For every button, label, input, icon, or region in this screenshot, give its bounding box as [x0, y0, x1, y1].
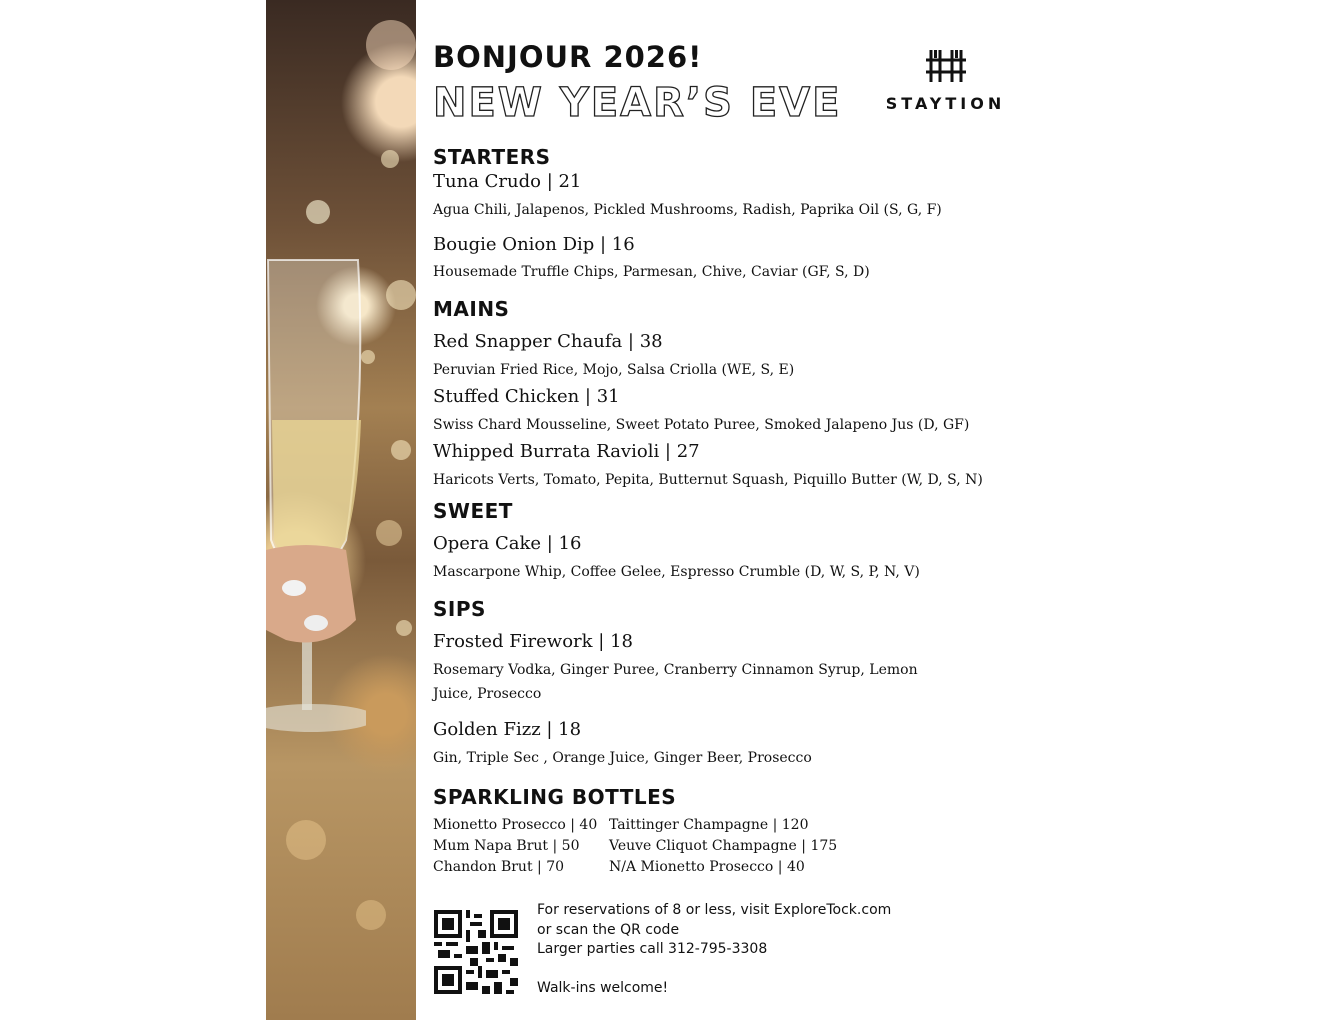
bottle-item: Mionetto Prosecco | 40: [433, 817, 598, 833]
menu-item-description: Haricots Verts, Tomato, Pepita, Butternut Squash, Piquillo Butter (W, D, S, N): [433, 472, 983, 488]
menu-item-description: Gin, Triple Sec , Orange Juice, Ginger Beer, Prosecco: [433, 750, 812, 766]
champagne-photo: [266, 0, 416, 1020]
menu-item-name: Tuna Crudo | 21: [433, 171, 582, 192]
champagne-glass-icon: [266, 250, 366, 760]
walk-ins-note: Walk-ins welcome!: [537, 980, 669, 996]
menu-item-name: Stuffed Chicken | 31: [433, 386, 620, 407]
bottle-item: N/A Mionetto Prosecco | 40: [609, 859, 805, 875]
qr-code-icon[interactable]: [434, 910, 518, 994]
brand-logo: [878, 48, 1013, 113]
section-title-mains: MAINS: [433, 297, 510, 321]
section-title-sips: SIPS: [433, 597, 486, 621]
menu-item-name: Opera Cake | 16: [433, 533, 582, 554]
phone-line: Larger parties call 312-795-3308: [537, 941, 768, 957]
menu-item-description: Swiss Chard Mousseline, Sweet Potato Puree, Smoked Jalapeno Jus (D, GF): [433, 417, 970, 433]
menu-item-description: Rosemary Vodka, Ginger Puree, Cranberry Cinnamon Syrup, Lemon Juice, Prosecco: [433, 662, 918, 702]
reservation-line: For reservations of 8 or less, visit ExploreTock.com: [537, 902, 892, 918]
menu-item-name: Frosted Firework | 18: [433, 631, 633, 652]
menu-item-description: Peruvian Fried Rice, Mojo, Salsa Criolla (WE, S, E): [433, 362, 795, 378]
bottle-item: Veuve Cliquot Champagne | 175: [609, 838, 838, 854]
menu-item-description: Agua Chili, Jalapenos, Pickled Mushrooms, Radish, Paprika Oil (S, G, F): [433, 202, 942, 218]
menu-item-description: Housemade Truffle Chips, Parmesan, Chive, Caviar (GF, S, D): [433, 264, 870, 280]
menu-item-name: Whipped Burrata Ravioli | 27: [433, 441, 700, 462]
menu-item-description: Mascarpone Whip, Coffee Gelee, Espresso Crumble (D, W, S, P, N, V): [433, 564, 920, 580]
brand-name: STAYTION: [885, 94, 1006, 113]
reservation-line: or scan the QR code: [537, 921, 680, 938]
section-title-sweet: SWEET: [433, 499, 513, 523]
bottle-item: Mum Napa Brut | 50: [433, 838, 580, 854]
menu-item-name: Bougie Onion Dip | 16: [433, 234, 635, 255]
menu-item-name: Golden Fizz | 18: [433, 719, 582, 740]
page-subtitle: NEW YEAR’S EVE: [433, 80, 842, 126]
bottle-item: Chandon Brut | 70: [433, 859, 565, 875]
reservation-info: [537, 901, 891, 999]
section-title-bottles: SPARKLING BOTTLES: [433, 785, 677, 809]
section-title-starters: STARTERS: [433, 145, 551, 169]
page-title: BONJOUR 2026!: [433, 40, 703, 74]
bottle-item: Taittinger Champagne | 120: [609, 817, 809, 833]
fork-grid-icon: [925, 48, 967, 84]
menu-item-name: Red Snapper Chaufa | 38: [433, 331, 663, 352]
